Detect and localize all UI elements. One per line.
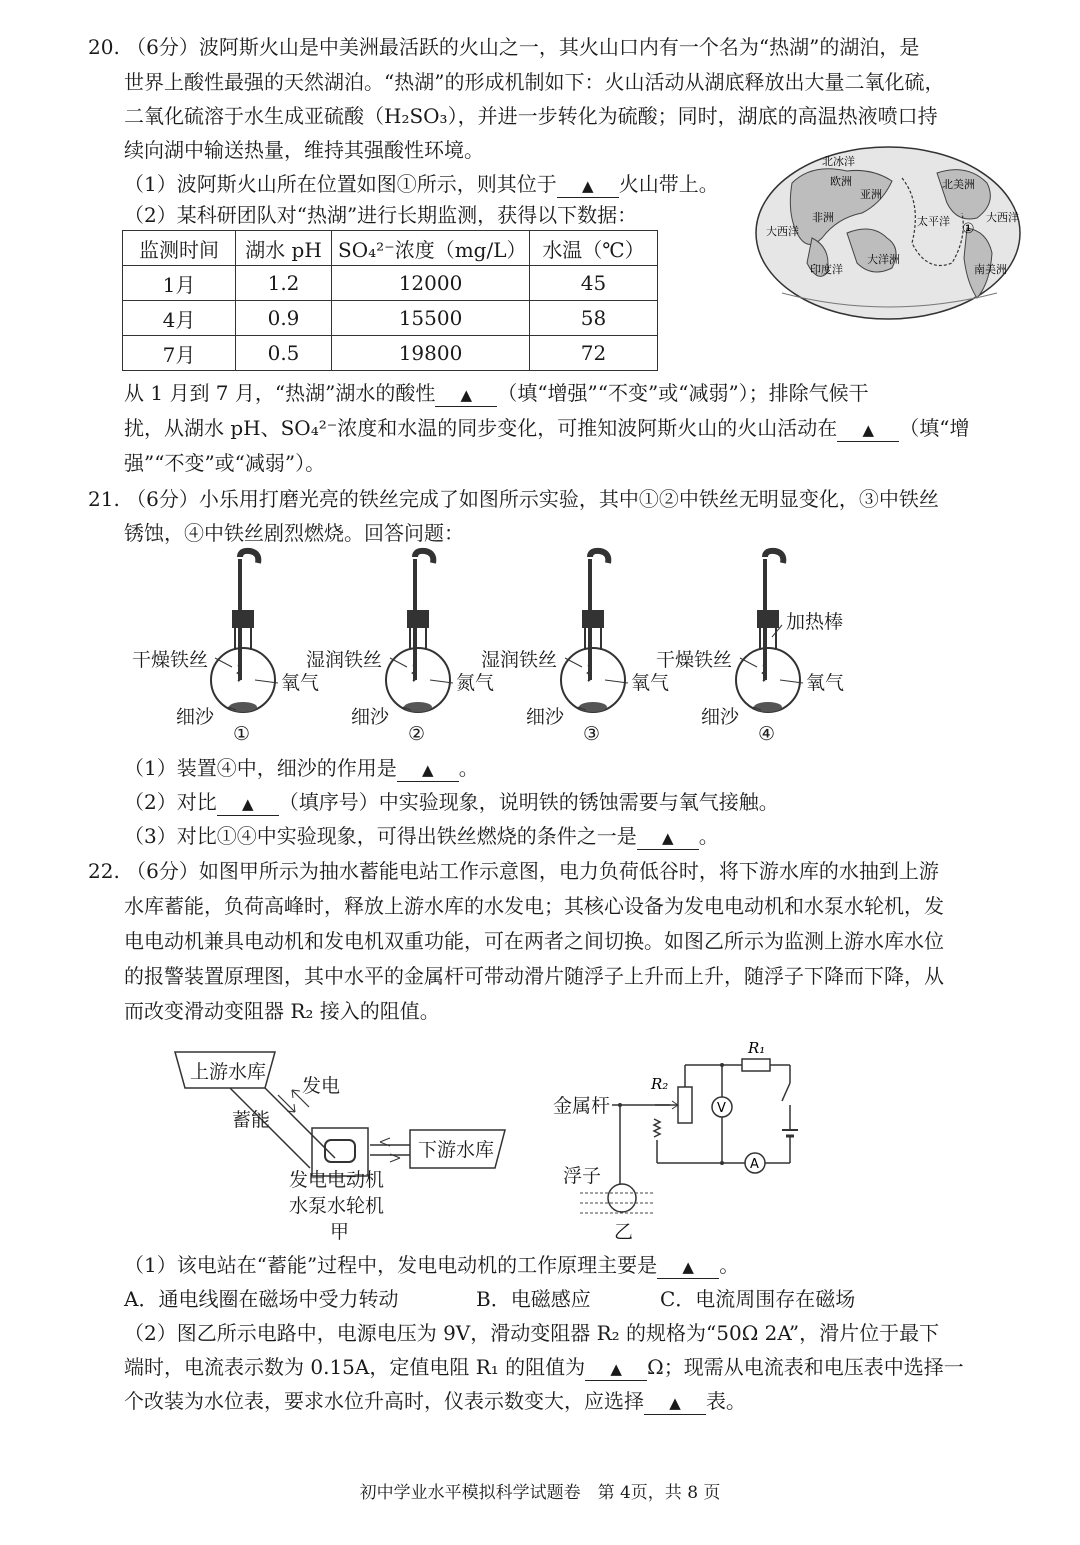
q20-line-1: [88, 32, 919, 62]
q22-sub2-line3-text: 个改装为水位表，要求水位升高时，仪表示数变大，应选择: [124, 1389, 644, 1413]
q22-sub2-line2-tail: Ω；现需从电流表和电压表中选择一: [647, 1355, 964, 1379]
figure-yi-caption: 乙: [614, 1221, 634, 1243]
q20-intro-4: 续向湖中输送热量，维持其强酸性环境。: [124, 138, 484, 162]
device1-label: 发电电动机: [289, 1169, 385, 1191]
q22-blank-2[interactable]: ▲: [585, 1358, 647, 1381]
q22-sub2-line2: [124, 1352, 964, 1382]
flask3-left-label: 湿润铁丝: [481, 649, 558, 671]
q20-blank-3[interactable]: ▲: [837, 419, 899, 442]
q22-number: 22.: [88, 859, 120, 883]
q20-data-table: [122, 230, 658, 371]
q20-blank-1[interactable]: ▲: [557, 175, 619, 198]
flask-2: [386, 551, 450, 712]
map-label: 亚洲: [860, 188, 882, 201]
flask3-bottom-label: 细沙: [526, 706, 565, 728]
q22-score: （6分）: [126, 859, 199, 883]
q22-sub2-line3: [124, 1386, 746, 1416]
table-header-row: [123, 231, 658, 266]
q20-after-2-text: 扰，从湖水 pH、SO₄²⁻浓度和水温的同步变化，可推知波阿斯火山的火山活动在: [124, 416, 838, 440]
q20-after-1-tail: （填“增强”“不变”或“减弱”）；排除气候干: [497, 381, 869, 405]
q20-sub2: （2）某科研团队对“热湖”进行长期监测，获得以下数据：: [124, 203, 638, 227]
flask-apparatus-figure: [120, 545, 880, 745]
flask-1: [211, 551, 275, 712]
map-label: 非洲: [812, 211, 834, 224]
q20-intro-2: 世界上酸性最强的天然湖泊。“热湖”的形成机制如下：火山活动从湖底释放出大量二氧化硫，: [124, 70, 945, 94]
lower-reservoir-label: 下游水库: [418, 1139, 495, 1161]
q21-sub2-after: （填序号）中实验现象，说明铁的锈蚀需要与氧气接触。: [278, 790, 779, 814]
q21-intro-2: 锈蚀，④中铁丝剧烈燃烧。回答问题：: [124, 521, 464, 545]
table-cell: 4月: [123, 301, 236, 336]
q20-intro-3: 二氧化硫溶于水生成亚硫酸（H₂SO₃），并进一步转化为硫酸；同时，湖底的高温热液喷口持: [124, 104, 938, 128]
q22-sub2-line3-tail: 表。: [706, 1389, 746, 1413]
flask3-right-label: 氧气: [631, 672, 670, 694]
page-footer: 初中学业水平模拟科学试题卷 第 4页，共 8 页: [359, 1483, 721, 1503]
q21-blank-2[interactable]: ▲: [217, 793, 279, 816]
map-label: 北冰洋: [822, 155, 855, 168]
flask2-bottom-label: 细沙: [351, 706, 390, 728]
flask2-right-label: 氮气: [456, 672, 495, 694]
ammeter-icon: A: [750, 1157, 759, 1172]
table-header: SO₄²⁻浓度（mg/L）: [332, 231, 530, 266]
store-label: 蓄能: [232, 1109, 271, 1131]
q22-option-a[interactable]: A．通电线圈在磁场中受力转动: [124, 1287, 399, 1311]
flask4-bottom-label: 细沙: [701, 706, 740, 728]
upper-reservoir-label: 上游水库: [190, 1061, 267, 1083]
q21-number: 21.: [88, 487, 120, 511]
q22-sub1: [124, 1250, 739, 1280]
q20-sub1-after: 火山带上。: [618, 172, 719, 196]
map-label: 北美洲: [942, 178, 975, 191]
map-label: 大西洋: [766, 225, 799, 238]
table-cell: 19800: [332, 336, 530, 371]
table-header: 水温（℃）: [530, 231, 658, 266]
table-header: 监测时间: [123, 231, 236, 266]
map-label: 太平洋: [917, 215, 950, 228]
generate-label: 发电: [302, 1075, 341, 1097]
q20-after-2-tail: （填“增: [899, 416, 970, 440]
q21-sub1-text: （1）装置④中，细沙的作用是: [124, 756, 397, 780]
table-row: [123, 301, 658, 336]
flask1-number: ①: [233, 723, 251, 745]
flask3-number: ③: [583, 723, 601, 745]
map-marker-1: ①: [962, 221, 975, 237]
q22-line-1: [88, 856, 939, 886]
map-label: 南美洲: [974, 263, 1007, 276]
q21-blank-1[interactable]: ▲: [397, 759, 459, 782]
q20-after-1: [124, 378, 869, 408]
q22-sub2-line1: （2）图乙所示电路中，电源电压为 9V，滑动变阻器 R₂ 的规格为“50Ω 2A”，滑片位于最下: [124, 1321, 940, 1345]
q20-sub1-text: （1）波阿斯火山所在位置如图①所示，则其位于: [124, 172, 557, 196]
table-cell: 45: [530, 266, 658, 301]
q21-score: （6分）: [126, 487, 199, 511]
flask2-number: ②: [408, 723, 426, 745]
table-cell: 0.9: [236, 301, 332, 336]
table-cell: 1.2: [236, 266, 332, 301]
q20-after-1-text: 从 1 月到 7 月，“热湖”湖水的酸性: [124, 381, 436, 405]
q22-intro-1: 如图甲所示为抽水蓄能电站工作示意图，电力负荷低谷时，将下游水库的水抽到上游: [198, 859, 939, 883]
table-cell: 15500: [332, 301, 530, 336]
flask4-right-label: 氧气: [806, 672, 845, 694]
table-cell: 0.5: [236, 336, 332, 371]
figure-jia-caption: 甲: [330, 1221, 350, 1243]
voltmeter-icon: V: [717, 1101, 726, 1116]
q21-sub2-text: （2）对比: [124, 790, 217, 814]
q22-intro-2: 水库蓄能，负荷高峰时，释放上游水库的水发电；其核心设备为发电电动机和水泵水轮机，发: [124, 894, 944, 918]
flask1-bottom-label: 细沙: [176, 706, 215, 728]
q22-intro-4: 的报警装置原理图，其中水平的金属杆可带动滑片随浮子上升而上升，随浮子下降而下降，从: [124, 964, 944, 988]
q21-sub1: [124, 753, 479, 783]
flask-3: [561, 551, 625, 712]
r2-label: R₂: [651, 1075, 669, 1093]
q21-blank-3[interactable]: ▲: [637, 827, 699, 850]
q21-intro-1: 小乐用打磨光亮的铁丝完成了如图所示实验，其中①②中铁丝无明显变化，③中铁丝: [198, 487, 939, 511]
q20-after-3: 强”“不变”或“减弱”）。: [124, 451, 326, 475]
table-cell: 1月: [123, 266, 236, 301]
q20-sub1: [124, 169, 719, 199]
flask2-left-label: 湿润铁丝: [306, 649, 383, 671]
device2-label: 水泵水轮机: [289, 1195, 385, 1217]
q22-sub1-text: （1）该电站在“蓄能”过程中，发电电动机的工作原理主要是: [124, 1253, 658, 1277]
table-header: 湖水 pH: [236, 231, 332, 266]
q22-blank-1[interactable]: ▲: [657, 1256, 719, 1279]
float-label: 浮子: [563, 1165, 602, 1187]
q20-intro-1: 波阿斯火山是中美洲最活跃的火山之一，其火山口内有一个名为“热湖”的湖泊，是: [198, 35, 920, 59]
q22-intro-3: 电电动机兼具电动机和发电机双重功能，可在两者之间切换。如图乙所示为监测上游水库水位: [124, 929, 944, 953]
map-label: 印度洋: [810, 263, 843, 276]
table-row: [123, 266, 658, 301]
metal-rod-label: 金属杆: [553, 1095, 611, 1117]
q20-after-2: [124, 413, 970, 443]
table-cell: 7月: [123, 336, 236, 371]
map-label: 大西洋: [986, 211, 1019, 224]
flask1-left-label: 干燥铁丝: [132, 649, 209, 671]
q20-score: （6分）: [126, 35, 199, 59]
table-row: [123, 336, 658, 371]
q21-sub3-after: 。: [698, 824, 719, 848]
figure-yi-circuit: [550, 1035, 820, 1235]
map-label: 欧洲: [830, 175, 852, 188]
q21-sub1-after: 。: [458, 756, 479, 780]
table-cell: 12000: [332, 266, 530, 301]
r1-label: R₁: [748, 1039, 766, 1057]
q21-sub2: [124, 787, 779, 817]
q22-sub1-after: 。: [719, 1253, 740, 1277]
table-cell: 72: [530, 336, 658, 371]
flask4-top-label: 加热棒: [786, 611, 844, 633]
flask4-number: ④: [758, 723, 776, 745]
q20-blank-2[interactable]: ▲: [435, 384, 497, 407]
q21-sub3: [124, 821, 719, 851]
q22-blank-3[interactable]: ▲: [644, 1392, 706, 1415]
q22-option-b[interactable]: B．电磁感应: [476, 1287, 591, 1311]
flask1-right-label: 氧气: [281, 672, 320, 694]
q22-option-c[interactable]: C．电流周围存在磁场: [660, 1287, 856, 1311]
q21-line-1: [88, 484, 939, 514]
q20-number: 20.: [88, 35, 120, 59]
table-cell: 58: [530, 301, 658, 336]
flask4-left-label: 干燥铁丝: [656, 649, 733, 671]
q21-sub3-text: （3）对比①④中实验现象，可得出铁丝燃烧的条件之一是: [124, 824, 637, 848]
world-map-figure: [752, 143, 1024, 323]
map-label: 大洋洲: [867, 253, 900, 266]
q22-intro-5: 而改变滑动变阻器 R₂ 接入的阻值。: [124, 999, 440, 1023]
q22-sub2-line2-text: 端时，电流表示数为 0.15A，定值电阻 R₁ 的阻值为: [124, 1355, 586, 1379]
